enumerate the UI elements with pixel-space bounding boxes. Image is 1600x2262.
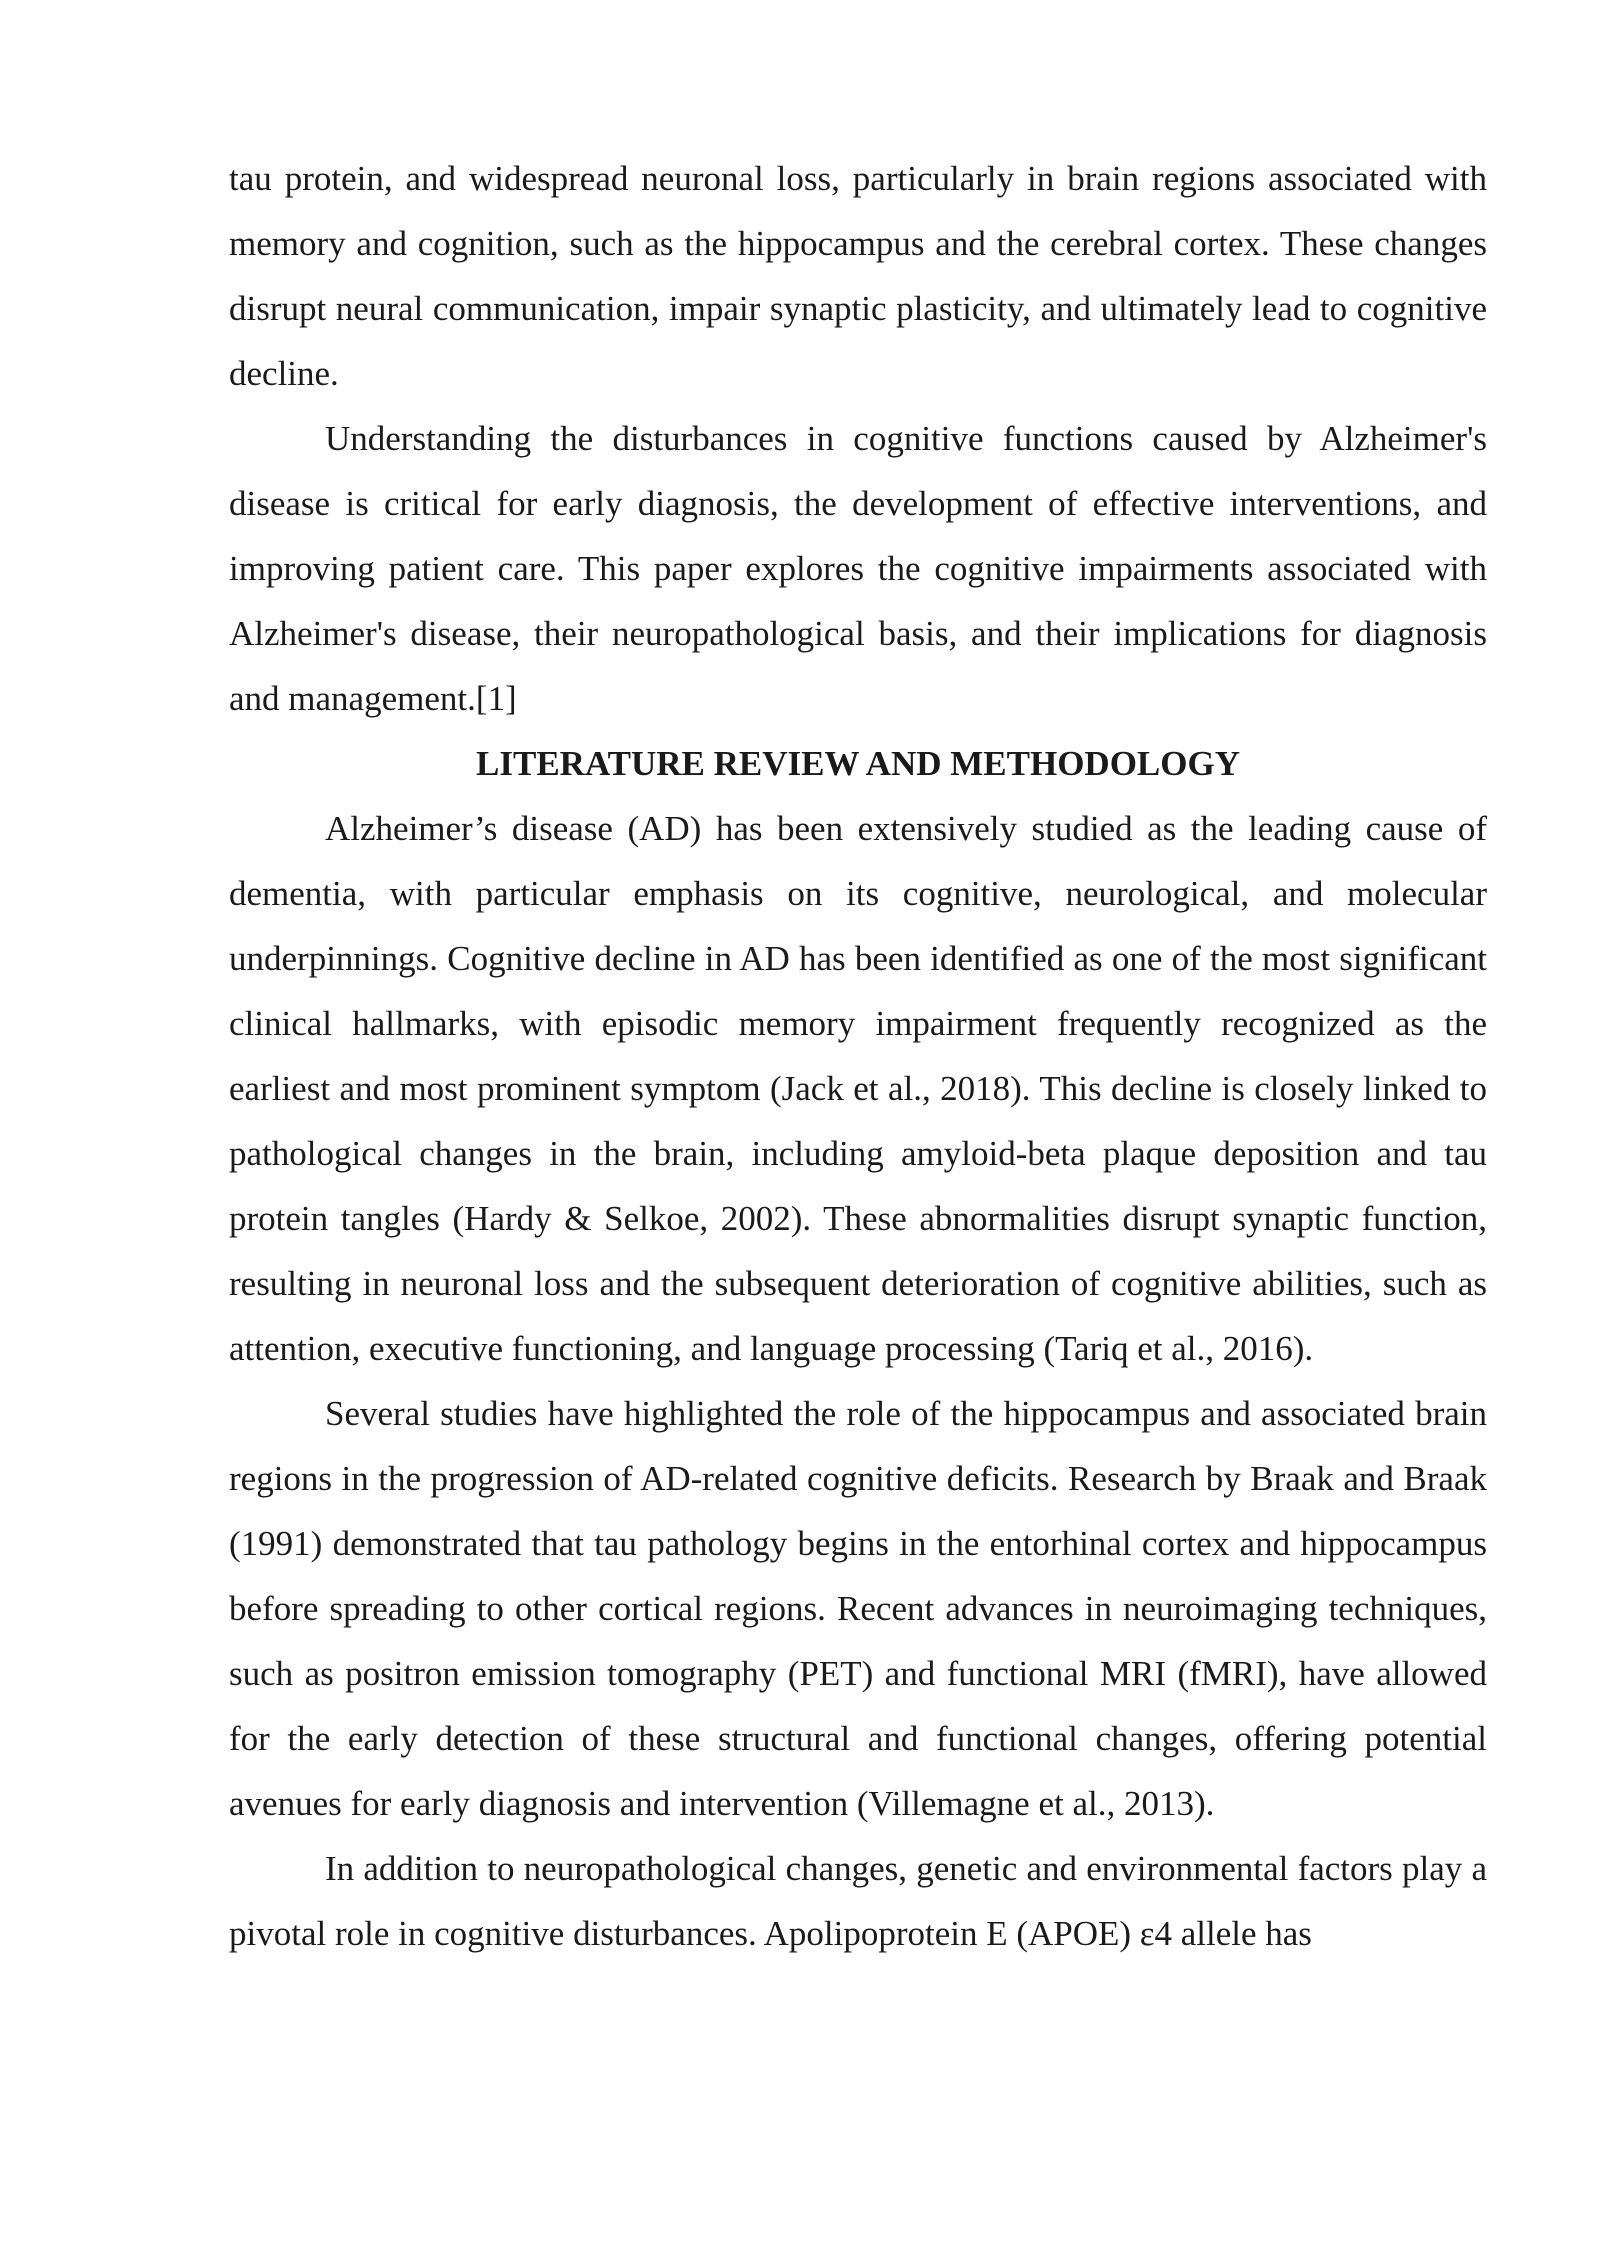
body-paragraph: Understanding the disturbances in cognitive functions caused by Alzheimer's disease is critical for early diagnosis, the development of effective interventions, and improving patient care. This paper explores the cognitive impairments associated with Alzheimer's disease, their neuropathological basis, and their implications for diagnosis and management.[1] <box>229 419 1487 718</box>
section-heading: LITERATURE REVIEW AND METHODOLOGY <box>476 744 1240 783</box>
body-paragraph: Several studies have highlighted the role of the hippocampus and associated brain regions in the progression of AD-related cognitive deficits. Research by Braak and Braak (1991) demonstrated that tau pathology begins in the entorhinal cortex and hippocampus before spreading to other cortical regions. Recent advances in neuroimaging techniques, such as positron emission tomography (PET) and functional MRI (fMRI), have allowed for the early detection of these structural and functional changes, offering potential avenues for early diagnosis and intervention (Villemagne et al., 2013). <box>229 1394 1487 1823</box>
document-body <box>229 146 1487 1966</box>
body-paragraph-continued: tau protein, and widespread neuronal loss, particularly in brain regions associated with memory and cognition, such as the hippocampus and the cerebral cortex. These changes disrupt neural communication, impair synaptic plasticity, and ultimately lead to cognitive decline. <box>229 159 1487 393</box>
body-paragraph: In addition to neuropathological changes, genetic and environmental factors play a pivotal role in cognitive disturbances. Apolipoprotein E (APOE) ε4 allele has <box>229 1849 1487 1953</box>
body-paragraph: Alzheimer’s disease (AD) has been extensively studied as the leading cause of dementia, with particular emphasis on its cognitive, neurological, and molecular underpinnings. Cognitive decline in AD has been identified as one of the most significant clinical hallmarks, with episodic memory impairment frequently recognized as the earliest and most prominent symptom (Jack et al., 2018). This decline is closely linked to pathological changes in the brain, including amyloid-beta plaque deposition and tau protein tangles (Hardy & Selkoe, 2002). These abnormalities disrupt synaptic function, resulting in neuronal loss and the subsequent deterioration of cognitive abilities, such as attention, executive functioning, and language processing (Tariq et al., 2016). <box>229 809 1487 1368</box>
